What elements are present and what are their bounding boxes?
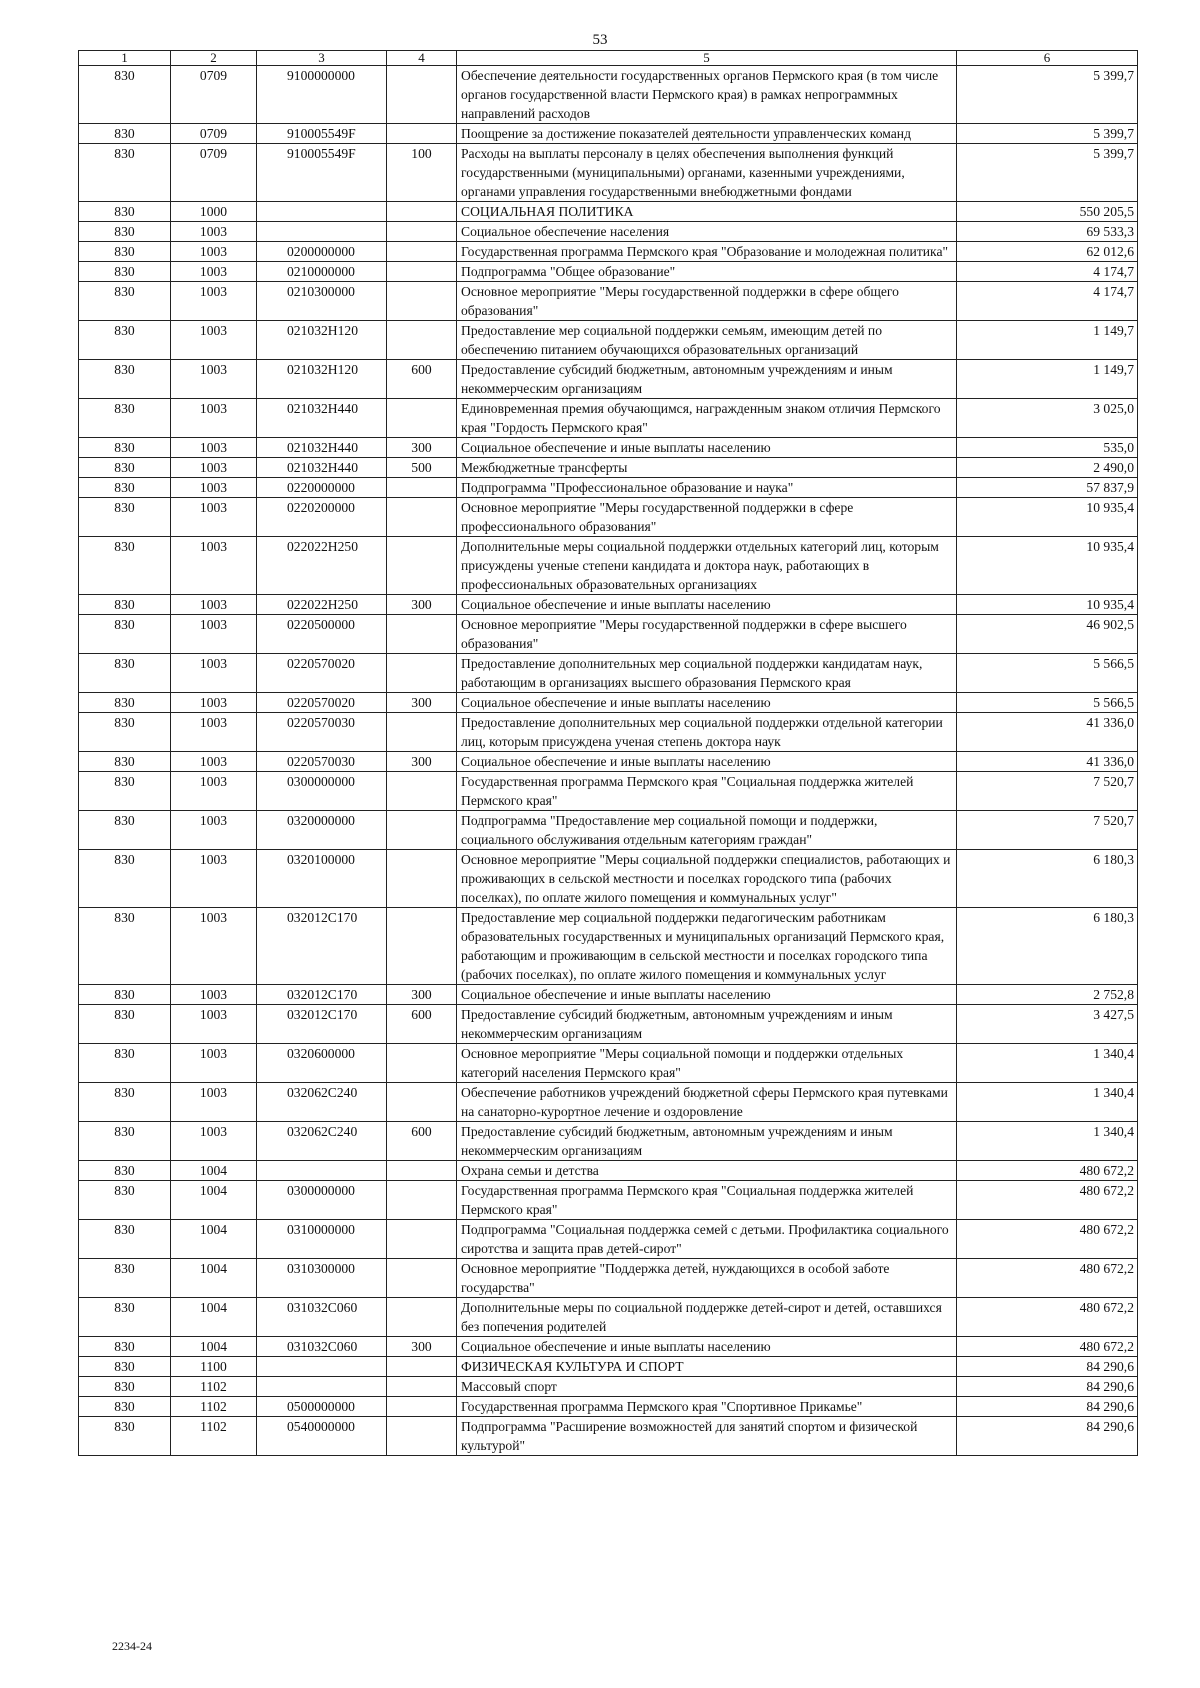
description-cell: Предоставление субсидий бюджетным, автономным учреждениям и иным некоммерческим организациям <box>457 1005 957 1044</box>
table-row <box>79 1083 1138 1122</box>
department-code-cell: 830 <box>79 1122 171 1161</box>
expense-type-cell <box>387 1377 457 1397</box>
expense-type-cell <box>387 478 457 498</box>
table-row <box>79 262 1138 282</box>
amount-cell: 480 672,2 <box>957 1337 1138 1357</box>
column-number: 5 <box>457 51 957 66</box>
amount-cell: 535,0 <box>957 438 1138 458</box>
target-article-cell: 032012С170 <box>257 908 387 985</box>
column-number: 3 <box>257 51 387 66</box>
table-row <box>79 713 1138 752</box>
amount-cell: 5 399,7 <box>957 144 1138 202</box>
table-row <box>79 144 1138 202</box>
expense-type-cell <box>387 850 457 908</box>
section-code-cell: 0709 <box>171 144 257 202</box>
target-article-cell: 0300000000 <box>257 772 387 811</box>
section-code-cell: 1003 <box>171 615 257 654</box>
amount-cell: 57 837,9 <box>957 478 1138 498</box>
section-code-cell: 1003 <box>171 654 257 693</box>
description-cell: Охрана семьи и детства <box>457 1161 957 1181</box>
section-code-cell: 1003 <box>171 438 257 458</box>
expense-type-cell <box>387 399 457 438</box>
expense-type-cell <box>387 908 457 985</box>
department-code-cell: 830 <box>79 1259 171 1298</box>
table-row <box>79 1337 1138 1357</box>
section-code-cell: 1003 <box>171 985 257 1005</box>
target-article-cell <box>257 1377 387 1397</box>
department-code-cell: 830 <box>79 908 171 985</box>
target-article-cell: 0540000000 <box>257 1417 387 1456</box>
target-article-cell: 032062С240 <box>257 1083 387 1122</box>
amount-cell: 41 336,0 <box>957 713 1138 752</box>
expense-type-cell: 300 <box>387 1337 457 1357</box>
target-article-cell: 021032H440 <box>257 438 387 458</box>
target-article-cell: 0200000000 <box>257 242 387 262</box>
column-number: 6 <box>957 51 1138 66</box>
table-row <box>79 1220 1138 1259</box>
table-row <box>79 654 1138 693</box>
table-row <box>79 399 1138 438</box>
department-code-cell: 830 <box>79 654 171 693</box>
department-code-cell: 830 <box>79 1044 171 1083</box>
table-row <box>79 438 1138 458</box>
amount-cell: 10 935,4 <box>957 595 1138 615</box>
section-code-cell: 1100 <box>171 1357 257 1377</box>
amount-cell: 5 566,5 <box>957 654 1138 693</box>
table-row <box>79 752 1138 772</box>
table-row <box>79 1377 1138 1397</box>
expense-type-cell: 300 <box>387 693 457 713</box>
table-row <box>79 478 1138 498</box>
description-cell: Основное мероприятие "Меры государственной поддержки в сфере профессионального образования" <box>457 498 957 537</box>
expense-type-cell <box>387 1220 457 1259</box>
target-article-cell: 910005549F <box>257 124 387 144</box>
department-code-cell: 830 <box>79 772 171 811</box>
amount-cell: 7 520,7 <box>957 772 1138 811</box>
table-row <box>79 124 1138 144</box>
department-code-cell: 830 <box>79 850 171 908</box>
section-code-cell: 1004 <box>171 1298 257 1337</box>
target-article-cell <box>257 222 387 242</box>
amount-cell: 41 336,0 <box>957 752 1138 772</box>
department-code-cell: 830 <box>79 713 171 752</box>
target-article-cell: 0220570020 <box>257 693 387 713</box>
table-row <box>79 1298 1138 1337</box>
amount-cell: 6 180,3 <box>957 850 1138 908</box>
department-code-cell: 830 <box>79 1005 171 1044</box>
target-article-cell: 031032С060 <box>257 1337 387 1357</box>
table-row <box>79 498 1138 537</box>
target-article-cell: 021032H120 <box>257 321 387 360</box>
description-cell: Предоставление дополнительных мер социальной поддержки отдельной категории лиц, которым присуждена ученая степень доктора наук <box>457 713 957 752</box>
target-article-cell: 021032H120 <box>257 360 387 399</box>
expense-type-cell: 600 <box>387 1005 457 1044</box>
amount-cell: 5 566,5 <box>957 693 1138 713</box>
amount-cell: 4 174,7 <box>957 282 1138 321</box>
department-code-cell: 830 <box>79 1220 171 1259</box>
target-article-cell: 0320000000 <box>257 811 387 850</box>
expense-type-cell <box>387 1044 457 1083</box>
description-cell: Обеспечение деятельности государственных органов Пермского края (в том числе органов государственной власти Пермского края) в рамках непрограммных направлений расходов <box>457 66 957 124</box>
target-article-cell: 0220570030 <box>257 752 387 772</box>
section-code-cell: 1003 <box>171 242 257 262</box>
expense-type-cell <box>387 498 457 537</box>
expense-type-cell <box>387 1181 457 1220</box>
section-code-cell: 1003 <box>171 1122 257 1161</box>
department-code-cell: 830 <box>79 222 171 242</box>
department-code-cell: 830 <box>79 615 171 654</box>
description-cell: Подпрограмма "Предоставление мер социальной помощи и поддержки, социального обслуживания отдельным категориям граждан" <box>457 811 957 850</box>
description-cell: Основное мероприятие "Меры государственной поддержки в сфере высшего образования" <box>457 615 957 654</box>
table-row <box>79 537 1138 595</box>
amount-cell: 69 533,3 <box>957 222 1138 242</box>
expense-type-cell: 300 <box>387 595 457 615</box>
table-row <box>79 1417 1138 1456</box>
section-code-cell: 1003 <box>171 321 257 360</box>
description-cell: Социальное обеспечение населения <box>457 222 957 242</box>
target-article-cell: 031032С060 <box>257 1298 387 1337</box>
description-cell: Социальное обеспечение и иные выплаты населению <box>457 693 957 713</box>
description-cell: Дополнительные меры социальной поддержки отдельных категорий лиц, которым присуждены ученые степени кандидата и доктора наук, работающих в профессиональных образовательных организациях <box>457 537 957 595</box>
target-article-cell: 910005549F <box>257 144 387 202</box>
target-article-cell: 0310000000 <box>257 1220 387 1259</box>
expense-type-cell <box>387 242 457 262</box>
department-code-cell: 830 <box>79 1377 171 1397</box>
column-number: 2 <box>171 51 257 66</box>
target-article-cell: 0320600000 <box>257 1044 387 1083</box>
section-code-cell: 1102 <box>171 1397 257 1417</box>
description-cell: Поощрение за достижение показателей деятельности управленческих команд <box>457 124 957 144</box>
table-row <box>79 242 1138 262</box>
department-code-cell: 830 <box>79 360 171 399</box>
description-cell: СОЦИАЛЬНАЯ ПОЛИТИКА <box>457 202 957 222</box>
description-cell: Государственная программа Пермского края "Социальная поддержка жителей Пермского края" <box>457 1181 957 1220</box>
description-cell: Основное мероприятие "Поддержка детей, нуждающихся в особой заботе государства" <box>457 1259 957 1298</box>
table-row <box>79 321 1138 360</box>
description-cell: Государственная программа Пермского края "Образование и молодежная политика" <box>457 242 957 262</box>
target-article-cell <box>257 1357 387 1377</box>
target-article-cell: 032012С170 <box>257 985 387 1005</box>
amount-cell: 3 025,0 <box>957 399 1138 438</box>
description-cell: Подпрограмма "Общее образование" <box>457 262 957 282</box>
table-row <box>79 202 1138 222</box>
description-cell: Дополнительные меры по социальной поддержке детей-сирот и детей, оставшихся без попечения родителей <box>457 1298 957 1337</box>
section-code-cell: 0709 <box>171 66 257 124</box>
amount-cell: 10 935,4 <box>957 537 1138 595</box>
description-cell: Основное мероприятие "Меры социальной поддержки специалистов, работающих и проживающих в сельской местности и поселках городского типа (рабочих поселках), по оплате жилого помещения и коммунальных услуг" <box>457 850 957 908</box>
target-article-cell: 021032H440 <box>257 399 387 438</box>
table-row <box>79 1357 1138 1377</box>
department-code-cell: 830 <box>79 1417 171 1456</box>
description-cell: Подпрограмма "Профессиональное образование и наука" <box>457 478 957 498</box>
table-row <box>79 693 1138 713</box>
column-number-row <box>79 51 1138 66</box>
section-code-cell: 1102 <box>171 1377 257 1397</box>
table-row <box>79 595 1138 615</box>
description-cell: Подпрограмма "Социальная поддержка семей с детьми. Профилактика социального сиротства и защита прав детей-сирот" <box>457 1220 957 1259</box>
expense-type-cell <box>387 1298 457 1337</box>
amount-cell: 10 935,4 <box>957 498 1138 537</box>
department-code-cell: 830 <box>79 458 171 478</box>
department-code-cell: 830 <box>79 202 171 222</box>
expense-type-cell: 300 <box>387 985 457 1005</box>
department-code-cell: 830 <box>79 124 171 144</box>
document-code: 2234-24 <box>112 1639 152 1653</box>
table-row <box>79 1181 1138 1220</box>
table-row <box>79 1161 1138 1181</box>
target-article-cell: 021032H440 <box>257 458 387 478</box>
section-code-cell: 1004 <box>171 1161 257 1181</box>
expense-type-cell <box>387 654 457 693</box>
department-code-cell: 830 <box>79 438 171 458</box>
amount-cell: 2 490,0 <box>957 458 1138 478</box>
expense-type-cell <box>387 262 457 282</box>
section-code-cell: 1004 <box>171 1220 257 1259</box>
page-number: 53 <box>592 32 608 48</box>
section-code-cell: 1000 <box>171 202 257 222</box>
expense-type-cell <box>387 1259 457 1298</box>
amount-cell: 2 752,8 <box>957 985 1138 1005</box>
expense-type-cell <box>387 811 457 850</box>
amount-cell: 1 149,7 <box>957 360 1138 399</box>
department-code-cell: 830 <box>79 282 171 321</box>
section-code-cell: 1004 <box>171 1181 257 1220</box>
department-code-cell: 830 <box>79 985 171 1005</box>
section-code-cell: 1003 <box>171 772 257 811</box>
description-cell: Основное мероприятие "Меры государственной поддержки в сфере общего образования" <box>457 282 957 321</box>
target-article-cell <box>257 202 387 222</box>
description-cell: Массовый спорт <box>457 1377 957 1397</box>
expense-type-cell: 300 <box>387 752 457 772</box>
target-article-cell: 022022H250 <box>257 537 387 595</box>
amount-cell: 480 672,2 <box>957 1259 1138 1298</box>
description-cell: ФИЗИЧЕСКАЯ КУЛЬТУРА И СПОРТ <box>457 1357 957 1377</box>
target-article-cell: 0220500000 <box>257 615 387 654</box>
target-article-cell: 0210000000 <box>257 262 387 282</box>
amount-cell: 1 340,4 <box>957 1044 1138 1083</box>
target-article-cell: 0310300000 <box>257 1259 387 1298</box>
description-cell: Расходы на выплаты персоналу в целях обеспечения выполнения функций государственными (муниципальными) органами, казенными учреждениями, органами управления государственными внебюджетными фондами <box>457 144 957 202</box>
department-code-cell: 830 <box>79 1298 171 1337</box>
department-code-cell: 830 <box>79 1397 171 1417</box>
department-code-cell: 830 <box>79 1161 171 1181</box>
target-article-cell: 0500000000 <box>257 1397 387 1417</box>
description-cell: Социальное обеспечение и иные выплаты населению <box>457 1337 957 1357</box>
description-cell: Социальное обеспечение и иные выплаты населению <box>457 985 957 1005</box>
expense-type-cell <box>387 66 457 124</box>
section-code-cell: 1003 <box>171 478 257 498</box>
target-article-cell: 0210300000 <box>257 282 387 321</box>
department-code-cell: 830 <box>79 752 171 772</box>
expense-type-cell <box>387 1417 457 1456</box>
department-code-cell: 830 <box>79 242 171 262</box>
target-article-cell: 0220200000 <box>257 498 387 537</box>
amount-cell: 4 174,7 <box>957 262 1138 282</box>
amount-cell: 7 520,7 <box>957 811 1138 850</box>
description-cell: Государственная программа Пермского края "Социальная поддержка жителей Пермского края" <box>457 772 957 811</box>
expense-type-cell <box>387 537 457 595</box>
description-cell: Предоставление дополнительных мер социальной поддержки кандидатам наук, работающим в организациях высшего образования Пермского края <box>457 654 957 693</box>
department-code-cell: 830 <box>79 478 171 498</box>
target-article-cell <box>257 1161 387 1181</box>
amount-cell: 5 399,7 <box>957 124 1138 144</box>
target-article-cell: 032012С170 <box>257 1005 387 1044</box>
expense-type-cell: 500 <box>387 458 457 478</box>
amount-cell: 5 399,7 <box>957 66 1138 124</box>
table-row <box>79 811 1138 850</box>
department-code-cell: 830 <box>79 144 171 202</box>
section-code-cell: 1003 <box>171 908 257 985</box>
amount-cell: 62 012,6 <box>957 242 1138 262</box>
expense-type-cell <box>387 222 457 242</box>
section-code-cell: 1102 <box>171 1417 257 1456</box>
description-cell: Единовременная премия обучающимся, награжденным знаком отличия Пермского края "Гордость Пермского края" <box>457 399 957 438</box>
amount-cell: 550 205,5 <box>957 202 1138 222</box>
section-code-cell: 1003 <box>171 1083 257 1122</box>
section-code-cell: 1003 <box>171 752 257 772</box>
section-code-cell: 1003 <box>171 458 257 478</box>
amount-cell: 84 290,6 <box>957 1357 1138 1377</box>
table-row <box>79 1005 1138 1044</box>
description-cell: Обеспечение работников учреждений бюджетной сферы Пермского края путевками на санаторно-курортное лечение и оздоровление <box>457 1083 957 1122</box>
description-cell: Социальное обеспечение и иные выплаты населению <box>457 438 957 458</box>
amount-cell: 1 340,4 <box>957 1083 1138 1122</box>
description-cell: Предоставление субсидий бюджетным, автономным учреждениям и иным некоммерческим организациям <box>457 360 957 399</box>
section-code-cell: 1003 <box>171 595 257 615</box>
expense-type-cell <box>387 202 457 222</box>
section-code-cell: 1003 <box>171 850 257 908</box>
expense-type-cell: 600 <box>387 1122 457 1161</box>
department-code-cell: 830 <box>79 693 171 713</box>
target-article-cell: 0220570030 <box>257 713 387 752</box>
description-cell: Основное мероприятие "Меры социальной помощи и поддержки отдельных категорий населения Пермского края" <box>457 1044 957 1083</box>
amount-cell: 46 902,5 <box>957 615 1138 654</box>
expense-type-cell <box>387 1161 457 1181</box>
department-code-cell: 830 <box>79 399 171 438</box>
amount-cell: 6 180,3 <box>957 908 1138 985</box>
expense-type-cell <box>387 772 457 811</box>
expense-type-cell: 100 <box>387 144 457 202</box>
department-code-cell: 830 <box>79 595 171 615</box>
expense-type-cell: 600 <box>387 360 457 399</box>
section-code-cell: 1003 <box>171 811 257 850</box>
target-article-cell: 0300000000 <box>257 1181 387 1220</box>
table-row <box>79 1044 1138 1083</box>
section-code-cell: 1003 <box>171 537 257 595</box>
description-cell: Подпрограмма "Расширение возможностей для занятий спортом и физической культурой" <box>457 1417 957 1456</box>
description-cell: Предоставление субсидий бюджетным, автономным учреждениям и иным некоммерческим организациям <box>457 1122 957 1161</box>
amount-cell: 84 290,6 <box>957 1377 1138 1397</box>
section-code-cell: 0709 <box>171 124 257 144</box>
section-code-cell: 1003 <box>171 262 257 282</box>
department-code-cell: 830 <box>79 1083 171 1122</box>
expense-type-cell <box>387 1357 457 1377</box>
department-code-cell: 830 <box>79 1337 171 1357</box>
table-row <box>79 360 1138 399</box>
section-code-cell: 1004 <box>171 1259 257 1298</box>
description-cell: Предоставление мер социальной поддержки семьям, имеющим детей по обеспечению питанием обучающихся образовательных организаций <box>457 321 957 360</box>
target-article-cell: 032062С240 <box>257 1122 387 1161</box>
expense-type-cell <box>387 124 457 144</box>
amount-cell: 480 672,2 <box>957 1181 1138 1220</box>
section-code-cell: 1003 <box>171 713 257 752</box>
department-code-cell: 830 <box>79 537 171 595</box>
description-cell: Социальное обеспечение и иные выплаты населению <box>457 752 957 772</box>
table-row <box>79 615 1138 654</box>
table-row <box>79 1259 1138 1298</box>
amount-cell: 84 290,6 <box>957 1417 1138 1456</box>
section-code-cell: 1003 <box>171 498 257 537</box>
department-code-cell: 830 <box>79 1357 171 1377</box>
target-article-cell: 0220570020 <box>257 654 387 693</box>
column-number: 4 <box>387 51 457 66</box>
expense-type-cell: 300 <box>387 438 457 458</box>
description-cell: Государственная программа Пермского края "Спортивное Прикамье" <box>457 1397 957 1417</box>
description-cell: Предоставление мер социальной поддержки педагогическим работникам образовательных государственных и муниципальных организаций Пермского края, работающим и проживающим в сельской местности и поселках городского типа (рабочих поселках), по оплате жилого помещения и коммунальных услуг <box>457 908 957 985</box>
target-article-cell: 9100000000 <box>257 66 387 124</box>
department-code-cell: 830 <box>79 262 171 282</box>
table-row <box>79 1397 1138 1417</box>
section-code-cell: 1003 <box>171 282 257 321</box>
amount-cell: 84 290,6 <box>957 1397 1138 1417</box>
table-row <box>79 850 1138 908</box>
budget-table <box>78 50 1138 1456</box>
section-code-cell: 1003 <box>171 360 257 399</box>
table-row <box>79 772 1138 811</box>
section-code-cell: 1003 <box>171 1005 257 1044</box>
expense-type-cell <box>387 321 457 360</box>
description-cell: Межбюджетные трансферты <box>457 458 957 478</box>
target-article-cell: 022022H250 <box>257 595 387 615</box>
amount-cell: 1 340,4 <box>957 1122 1138 1161</box>
expense-type-cell <box>387 615 457 654</box>
amount-cell: 1 149,7 <box>957 321 1138 360</box>
amount-cell: 480 672,2 <box>957 1220 1138 1259</box>
table-row <box>79 66 1138 124</box>
department-code-cell: 830 <box>79 1181 171 1220</box>
expense-type-cell <box>387 1397 457 1417</box>
section-code-cell: 1003 <box>171 693 257 713</box>
target-article-cell: 0320100000 <box>257 850 387 908</box>
table-row <box>79 908 1138 985</box>
amount-cell: 480 672,2 <box>957 1298 1138 1337</box>
expense-type-cell <box>387 713 457 752</box>
department-code-cell: 830 <box>79 811 171 850</box>
section-code-cell: 1004 <box>171 1337 257 1357</box>
table-row <box>79 1122 1138 1161</box>
column-number: 1 <box>79 51 171 66</box>
table-row <box>79 985 1138 1005</box>
amount-cell: 480 672,2 <box>957 1161 1138 1181</box>
table-row <box>79 282 1138 321</box>
department-code-cell: 830 <box>79 321 171 360</box>
table-row <box>79 222 1138 242</box>
department-code-cell: 830 <box>79 498 171 537</box>
expense-type-cell <box>387 1083 457 1122</box>
department-code-cell: 830 <box>79 66 171 124</box>
section-code-cell: 1003 <box>171 222 257 242</box>
section-code-cell: 1003 <box>171 399 257 438</box>
section-code-cell: 1003 <box>171 1044 257 1083</box>
target-article-cell: 0220000000 <box>257 478 387 498</box>
description-cell: Социальное обеспечение и иные выплаты населению <box>457 595 957 615</box>
table-row <box>79 458 1138 478</box>
expense-type-cell <box>387 282 457 321</box>
amount-cell: 3 427,5 <box>957 1005 1138 1044</box>
